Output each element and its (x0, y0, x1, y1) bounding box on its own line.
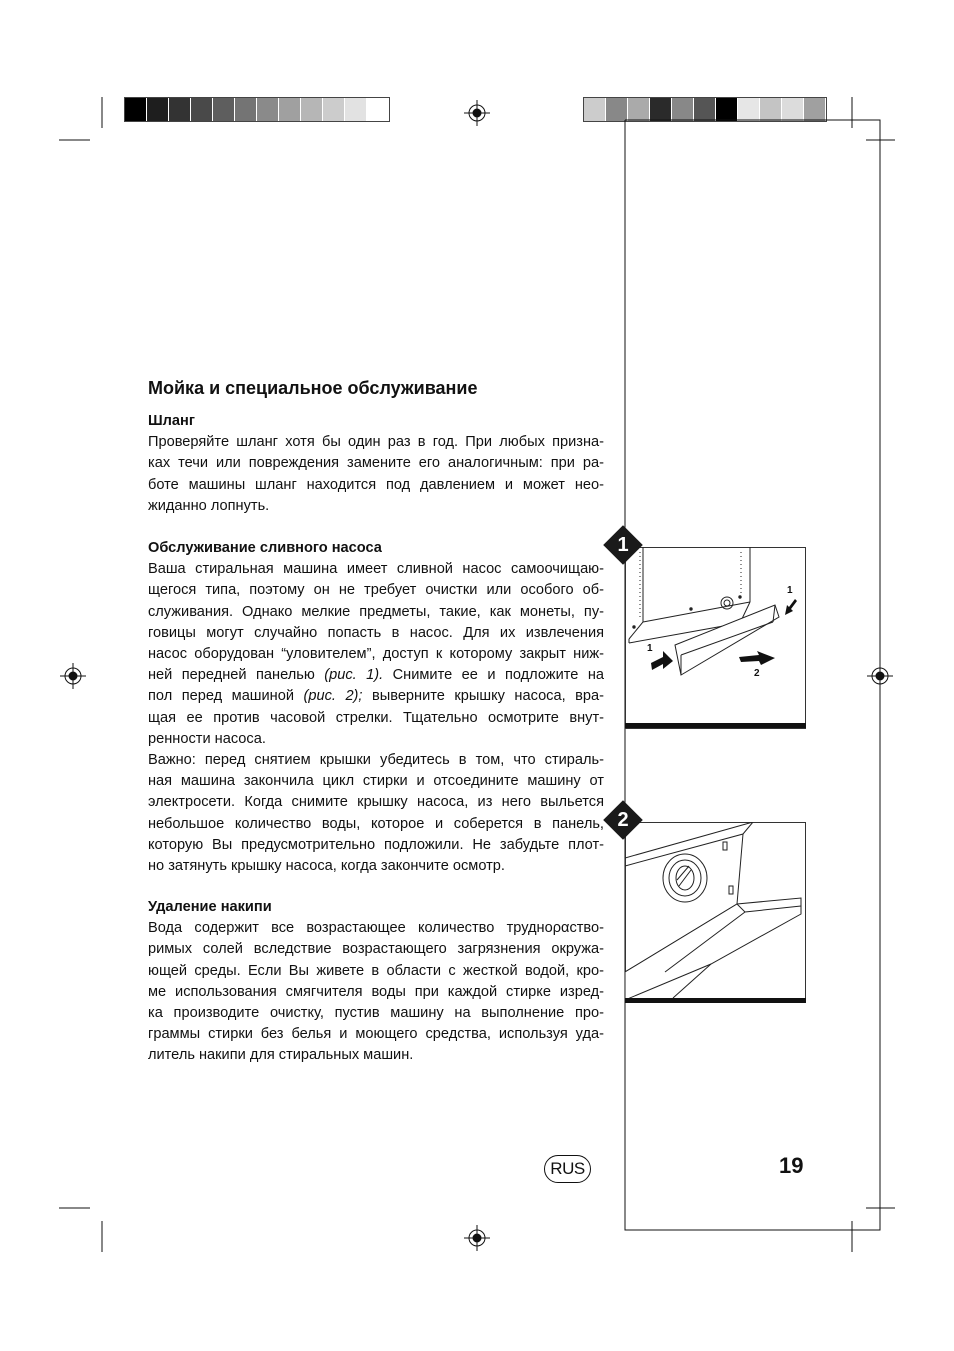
pump-line: Важно: перед снятием крышки убедитесь в том, что стираль- (148, 752, 604, 769)
registration-mark-right (867, 663, 893, 689)
registration-mark-top (464, 100, 490, 126)
pump-line: ная машина закончила цикл стирки и отсоедините машину от (148, 773, 604, 790)
arrow-label: 1 (647, 643, 653, 654)
pump-line: говицы могут случайно попасть в насос. Для их извлечения (148, 624, 604, 641)
descale-section (148, 897, 604, 1067)
descale-line: литель накипи для стиральных машин. (148, 1047, 414, 1064)
pump-line: которую Вы предусмотрительно подложили. Не забудьте плот- (148, 836, 604, 853)
pump-cover-drawing (625, 822, 806, 1003)
pump-line: небольшое количество воды, которое и соберется в панель, (148, 815, 604, 832)
pump-line: ренности насоса. (148, 730, 266, 747)
pump-line (148, 665, 604, 686)
pump-line: щая ее против часовой стрелки. Тщательно осмотрите внут- (148, 709, 604, 726)
registration-mark-left (60, 663, 86, 689)
page-number: 19 (779, 1153, 804, 1178)
figure-2-illustration (625, 822, 806, 1003)
section-title: Мойка и специальное обслуживание (148, 378, 478, 398)
descale-line: Вода содержит все возрастающее количество трудноραство- (148, 920, 604, 937)
arrow-label: 2 (754, 668, 760, 679)
descale-line: ка производите очистку, пустив машину на выполнение про- (148, 1005, 604, 1022)
pull-arrow-out (739, 651, 775, 665)
pump-line (148, 686, 604, 707)
arrow-label: 1 (787, 585, 793, 596)
push-arrow-right (785, 599, 797, 615)
floor-bar (625, 998, 806, 1003)
registration-mark-bottom (464, 1225, 490, 1251)
pump-text: ней передней панелью (148, 667, 325, 684)
figure-1-illustration (625, 547, 806, 729)
pump-text: пол перед машиной (148, 688, 304, 705)
figure-1-badge (603, 525, 643, 565)
hose-line: ках течи или повреждения замените его аналогичным: при ра- (148, 455, 604, 472)
hose-section (148, 411, 604, 517)
descale-heading: Удаление накипи (148, 899, 272, 915)
pump-text: Снимите ее и подложите на (383, 667, 604, 684)
pump-line: служивания. Однако мелкие предметы, такие, как монеты, пу- (148, 603, 604, 620)
floor-bar (625, 723, 806, 728)
descale-line: ме использования смягчителя воды при каждой стирке изред- (148, 983, 604, 1000)
hose-line: Проверяйте шланг хотя бы один раз в год. При любых призна- (148, 434, 604, 451)
figure-1-reference: (рис. 1). (324, 667, 384, 684)
language-badge: RUS (544, 1155, 591, 1183)
pump-line: электросети. Когда снимите крышку насоса, из него выльется (148, 794, 604, 811)
hose-line: жиданно лопнуть. (148, 497, 270, 514)
push-arrow-left (651, 651, 673, 670)
figure-2-reference: (рис. 2); (303, 688, 363, 705)
descale-line: граммы стирки без белья и моющего средства, используя уда- (148, 1026, 604, 1043)
pump-section (148, 538, 604, 877)
descale-line: римых солей вследствие возрастающего загрязнения окружа- (148, 941, 604, 958)
pump-line: Ваша стиральная машина имеет сливной насос самоочищаю- (148, 561, 604, 578)
pump-line: щегося типа, поэтому он не требует очистки или особого об- (148, 582, 604, 599)
figure-2-badge (603, 800, 643, 840)
descale-line: ющей среды. Если Вы живете в области с жесткой водой, кро- (148, 962, 604, 979)
pump-line: но затянуть крышку насоса, когда закончите осмотр. (148, 858, 505, 875)
pump-line: насос оборудован “уловителем”, доступ к которому закрыт ниж- (148, 646, 604, 663)
figure-number: 1 (617, 534, 629, 556)
pump-text: выверните крышку насоса, вра- (362, 688, 604, 705)
pump-heading: Обслуживание сливного насоса (148, 540, 382, 556)
front-panel-removal-drawing (625, 547, 806, 729)
hose-heading: Шланг (148, 413, 195, 429)
figure-number: 2 (617, 809, 629, 831)
hose-line: боте машины шланг находится под давлением и может нео- (148, 476, 604, 493)
